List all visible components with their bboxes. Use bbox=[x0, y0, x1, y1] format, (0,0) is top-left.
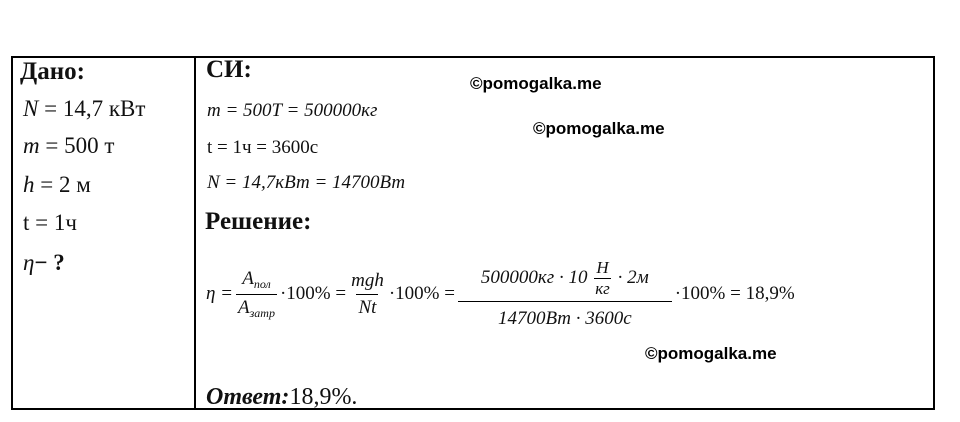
given-line-mass: m = 500 т bbox=[23, 133, 115, 158]
given-line-time: t = 1ч bbox=[23, 210, 77, 235]
table-frame bbox=[11, 56, 935, 410]
eta-symbol: η = bbox=[206, 283, 233, 304]
si-title: СИ: bbox=[206, 56, 252, 83]
si-line-time: t = 1ч = 3600с bbox=[207, 137, 319, 158]
mgh-fraction: $\frac{\text{mgh}}{Nt}$ bbox=[351, 269, 384, 318]
efficiency-formula: η = $\frac{A_{пол}}{A_{затр}}$ ·100% = $\frac{\text{mgh}}{Nt}$ ·100% = 500000кг · 10 $\frac{Н}{кг}$ · 2м 14700Вт · 3600с ·100% = 18,9% bbox=[206, 258, 795, 329]
si-line-power: N = 14,7кВт = 14700Вт bbox=[207, 172, 406, 193]
answer: Ответ:18,9%. bbox=[206, 384, 358, 410]
numeric-fraction: 500000кг · 10 $\frac{Н}{кг}$ · 2м 14700Вт · 3600с bbox=[458, 258, 672, 330]
given-line-power: N = 14,7 кВт bbox=[23, 96, 146, 121]
watermark: ©pomogalka.me bbox=[645, 344, 777, 363]
watermark: ©pomogalka.me bbox=[533, 119, 665, 138]
solution-title: Решение: bbox=[205, 208, 312, 235]
given-line-height: h = 2 м bbox=[23, 172, 91, 197]
given-line-unknown: η− ? bbox=[23, 250, 65, 275]
column-divider bbox=[194, 56, 196, 410]
si-line-mass: m = 500T = 500000кг bbox=[207, 100, 378, 121]
given-title: Дано: bbox=[20, 58, 85, 85]
watermark: ©pomogalka.me bbox=[470, 74, 602, 93]
work-fraction: $\frac{A_{пол}}{A_{затр}}$ bbox=[238, 267, 275, 320]
